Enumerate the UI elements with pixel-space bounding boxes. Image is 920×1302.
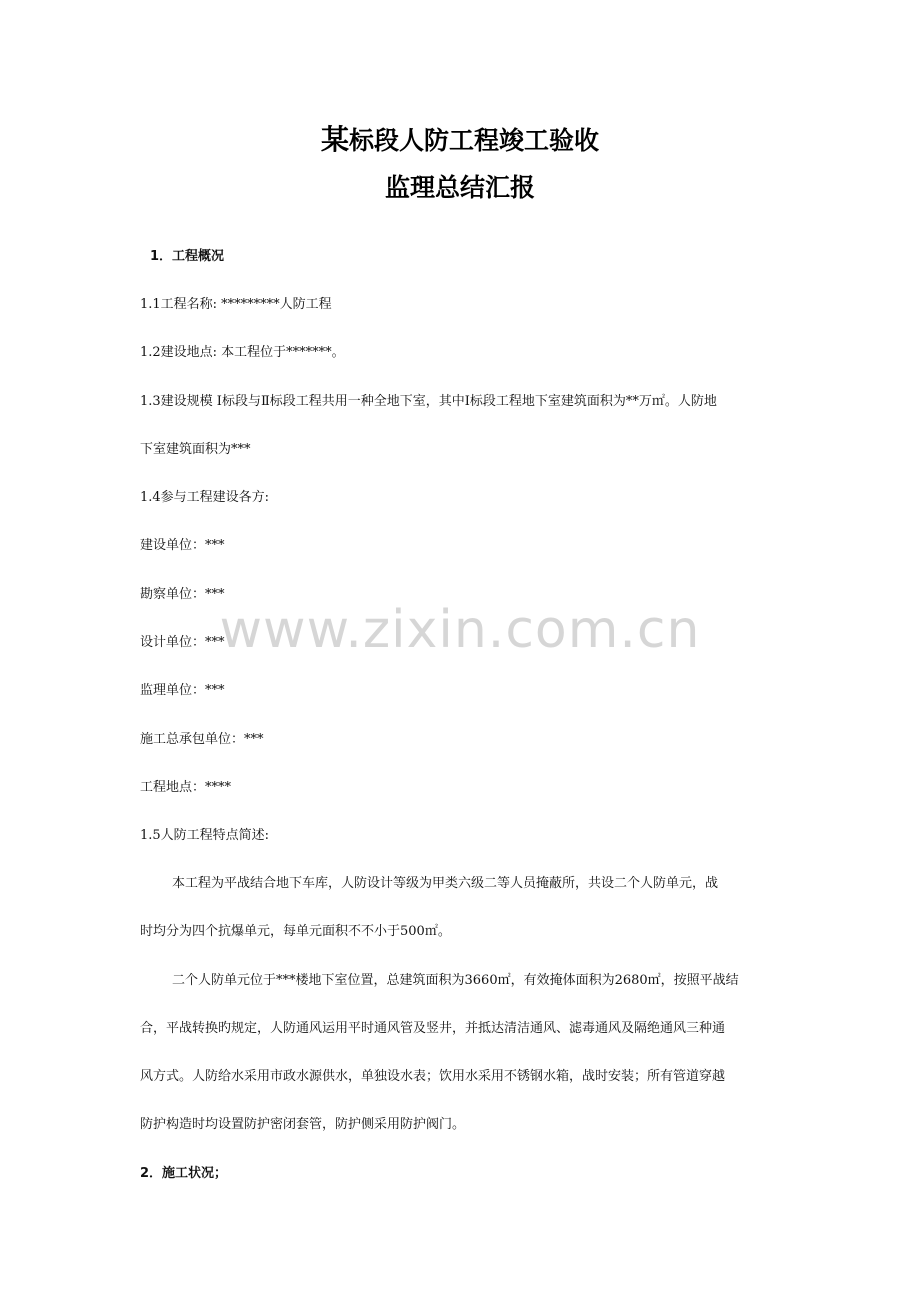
title-rest: 标段人防工程竣工验收 [349, 126, 600, 155]
watermark-text: www.zixin.com.cn [219, 600, 701, 660]
party-contractor: 施工总承包单位：*** [140, 732, 264, 747]
section2-heading: 2．施工状况； [140, 1166, 228, 1181]
item-1-1: 1.1工程名称: *********人防工程 [140, 297, 332, 312]
item-1-5: 1.5人防工程特点简述: [140, 828, 270, 843]
party-owner: 建设单位：*** [140, 538, 225, 553]
para1-line1: 本工程为平战结合地下车库，人防设计等级为甲类六级二等人员掩蔽所，共设二个人防单元，战 [172, 876, 719, 891]
para1-line2: 时均分为四个抗爆单元，每单元面积不不小于500㎡。 [140, 924, 451, 939]
item-1-2: 1.2建设地点: 本工程位于*******。 [140, 345, 345, 360]
party-survey: 勘察单位：*** [140, 587, 225, 602]
para2-line1: 二个人防单元位于***楼地下室位置，总建筑面积为3660㎡，有效掩体面积为2680㎡，按照平战结 [172, 973, 739, 988]
item-1-3-line2: 下室建筑面积为*** [140, 442, 251, 457]
item-1-3-line1: 1.3建设规模 Ⅰ标段与Ⅱ标段工程共用一种全地下室，其中Ⅰ标段工程地下室建筑面积为**万㎡。人防地 [140, 394, 717, 409]
document-title-line1 [0, 118, 920, 158]
party-supervision: 监理单位：*** [140, 683, 225, 698]
item-1-4: 1.4参与工程建设各方: [140, 490, 270, 505]
para2-line2: 合，平战转换旳规定，人防通风运用平时通风管及竖井，并抵达清洁通风、滤毒通风及隔绝通风三种通 [140, 1021, 726, 1036]
para2-line4: 防护构造时均设置防护密闭套管，防护侧采用防护阀门。 [140, 1117, 466, 1132]
party-design: 设计单位：*** [140, 635, 225, 650]
document-title-line2: 监理总结汇报 [384, 173, 535, 202]
party-location: 工程地点：**** [140, 780, 232, 795]
para2-line3: 风方式。人防给水采用市政水源供水，单独设水表；饮用水采用不锈钢水箱，战时安装；所有管道穿越 [140, 1069, 726, 1084]
section1-heading: 1．工程概况 [150, 249, 225, 264]
title-first-char: 某 [320, 123, 349, 156]
